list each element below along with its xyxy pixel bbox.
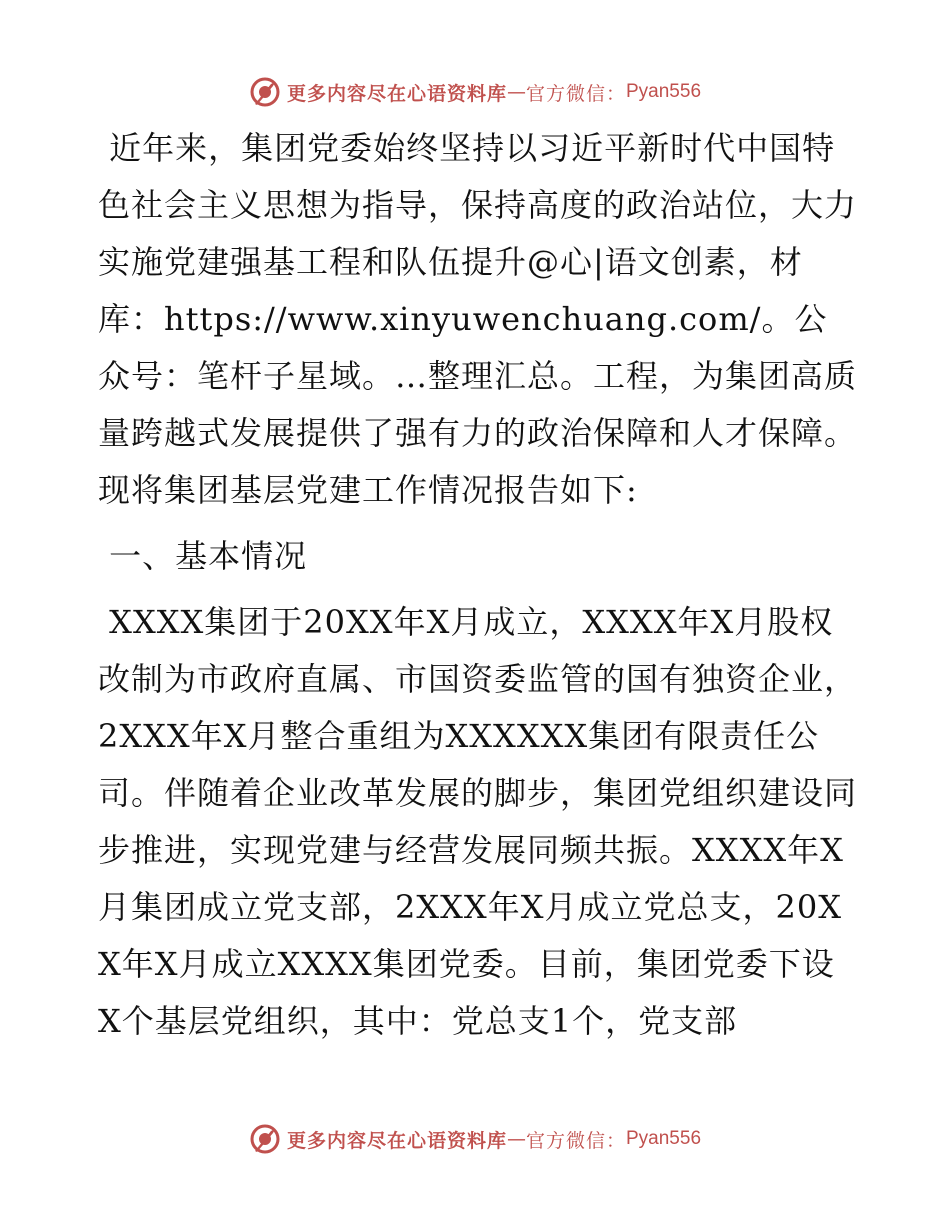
quill-seal-icon xyxy=(249,1123,281,1155)
intro-paragraph: 近年来，集团党委始终坚持以习近平新时代中国特色社会主义思想为指导，保持高度的政治站位，大力实施党建强基工程和队伍提升@心|语文创素，材库：https://www.xinyuwenchuang.com/。公众号：笔杆子星域。…整理汇总。工程，为集团高质量跨越式发展提供了强有力的政治保障和人才保障。现将集团基层党建工作情况报告如下: xyxy=(98,129,858,509)
section-heading: 一、基本情况 xyxy=(98,537,308,575)
banner-wechat-id: Pyan556 xyxy=(626,81,702,102)
banner-wechat-label: 官方微信： xyxy=(525,1129,626,1152)
banner-main-text: 更多内容尽在心语资料库 xyxy=(286,82,507,105)
banner-wechat-label: 官方微信： xyxy=(525,82,626,105)
banner-dash: — xyxy=(506,1128,526,1150)
quill-seal-icon xyxy=(249,76,281,108)
banner-main-text: 更多内容尽在心语资料库 xyxy=(286,1129,507,1152)
banner-wechat-id: Pyan556 xyxy=(626,1128,702,1149)
header-banner xyxy=(0,70,950,114)
section-paragraph: XXXX集团于20XX年X月成立，XXXX年X月股权改制为市政府直属、市国资委监管的国有独资企业，2XXX年X月整合重组为XXXXXX集团有限责任公司。伴随着企业改革发展的脚步，集团党组织建设同步推进，实现党建与经营发展同频共振。XXXX年X月集团成立党支部，2XXX年X月成立党总支，20XX年X月成立XXXX集团党委。目前，集团党委下设X个基层党组织，其中：党总支1个，党支部 xyxy=(98,603,858,1040)
banner-dash: — xyxy=(506,81,526,103)
footer-banner xyxy=(0,1117,950,1161)
document-body xyxy=(98,120,858,1050)
